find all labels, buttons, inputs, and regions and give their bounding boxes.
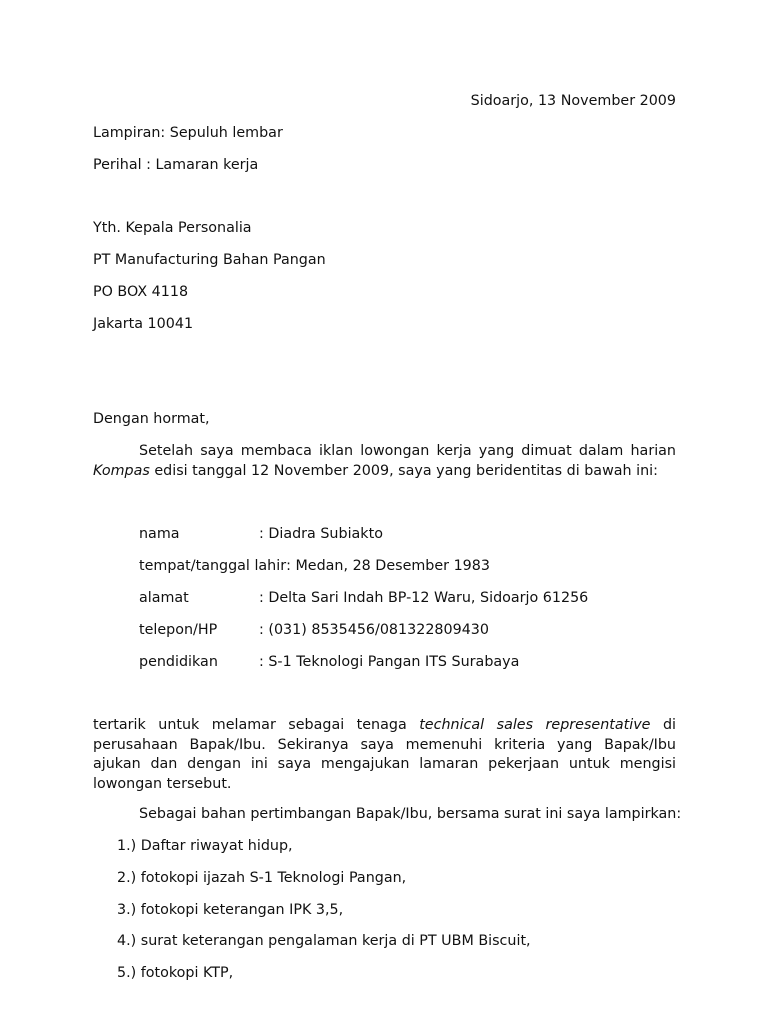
intro-text-before: Setelah saya membaca iklan lowongan kerja yang dimuat dalam harian xyxy=(139,443,676,459)
newspaper-name: Kompas xyxy=(93,462,150,479)
attachment-item: 3.) fotokopi keterangan IPK 3,5, xyxy=(117,902,344,918)
letter-date: Sidoarjo, 13 November 2009 xyxy=(470,93,676,109)
attachment-item: 5.) fotokopi KTP, xyxy=(117,965,234,981)
identity-row xyxy=(139,557,490,575)
interest-text-after: di perusahaan Bapak/Ibu. Sekiranya saya memenuhi kriteria yang Bapak/Ibu ajukan dan dengan ini saya mengajukan lamaran pekerjaan untuk mengisi lowongan tersebut. xyxy=(93,717,676,792)
intro-paragraph xyxy=(93,442,676,481)
salutation: Dengan hormat, xyxy=(93,411,210,427)
identity-value: : Delta Sari Indah BP-12 Waru, Sidoarjo 61256 xyxy=(259,590,589,606)
identity-row xyxy=(139,621,489,639)
interest-text-before: tertarik untuk melamar sebagai tenaga xyxy=(93,717,420,733)
identity-row xyxy=(139,525,383,543)
attachment-item: 4.) surat keterangan pengalaman kerja di PT UBM Biscuit, xyxy=(117,933,531,949)
identity-label: alamat xyxy=(139,590,189,606)
identity-row xyxy=(139,589,588,607)
identity-label: tempat/tanggal lahir xyxy=(139,558,287,574)
identity-row xyxy=(139,653,519,671)
identity-value: : Medan, 28 Desember 1983 xyxy=(286,558,490,574)
attachment-item: 1.) Daftar riwayat hidup, xyxy=(117,838,293,854)
attachment-item: 2.) fotokopi ijazah S-1 Teknologi Pangan, xyxy=(117,870,407,886)
recipient-city: Jakarta 10041 xyxy=(93,316,194,332)
identity-label: pendidikan xyxy=(139,654,218,670)
identity-value: : (031) 8535456/081322809430 xyxy=(259,622,489,638)
perihal-line: Perihal : Lamaran kerja xyxy=(93,157,259,173)
lampiran-line: Lampiran: Sepuluh lembar xyxy=(93,125,283,141)
identity-label: nama xyxy=(139,526,180,542)
recipient-company: PT Manufacturing Bahan Pangan xyxy=(93,252,326,268)
identity-value: : Diadra Subiakto xyxy=(259,526,383,542)
identity-value: : S-1 Teknologi Pangan ITS Surabaya xyxy=(259,654,520,670)
interest-paragraph xyxy=(93,716,676,794)
attachments-intro: Sebagai bahan pertimbangan Bapak/Ibu, bersama surat ini saya lampirkan: xyxy=(139,806,682,822)
position-name: technical sales representative xyxy=(419,717,651,733)
recipient-title: Yth. Kepala Personalia xyxy=(93,220,252,236)
identity-label: telepon/HP xyxy=(139,622,218,638)
intro-text-after: edisi tanggal 12 November 2009, saya yang beridentitas di bawah ini: xyxy=(149,462,658,479)
recipient-pobox: PO BOX 4118 xyxy=(93,284,189,300)
